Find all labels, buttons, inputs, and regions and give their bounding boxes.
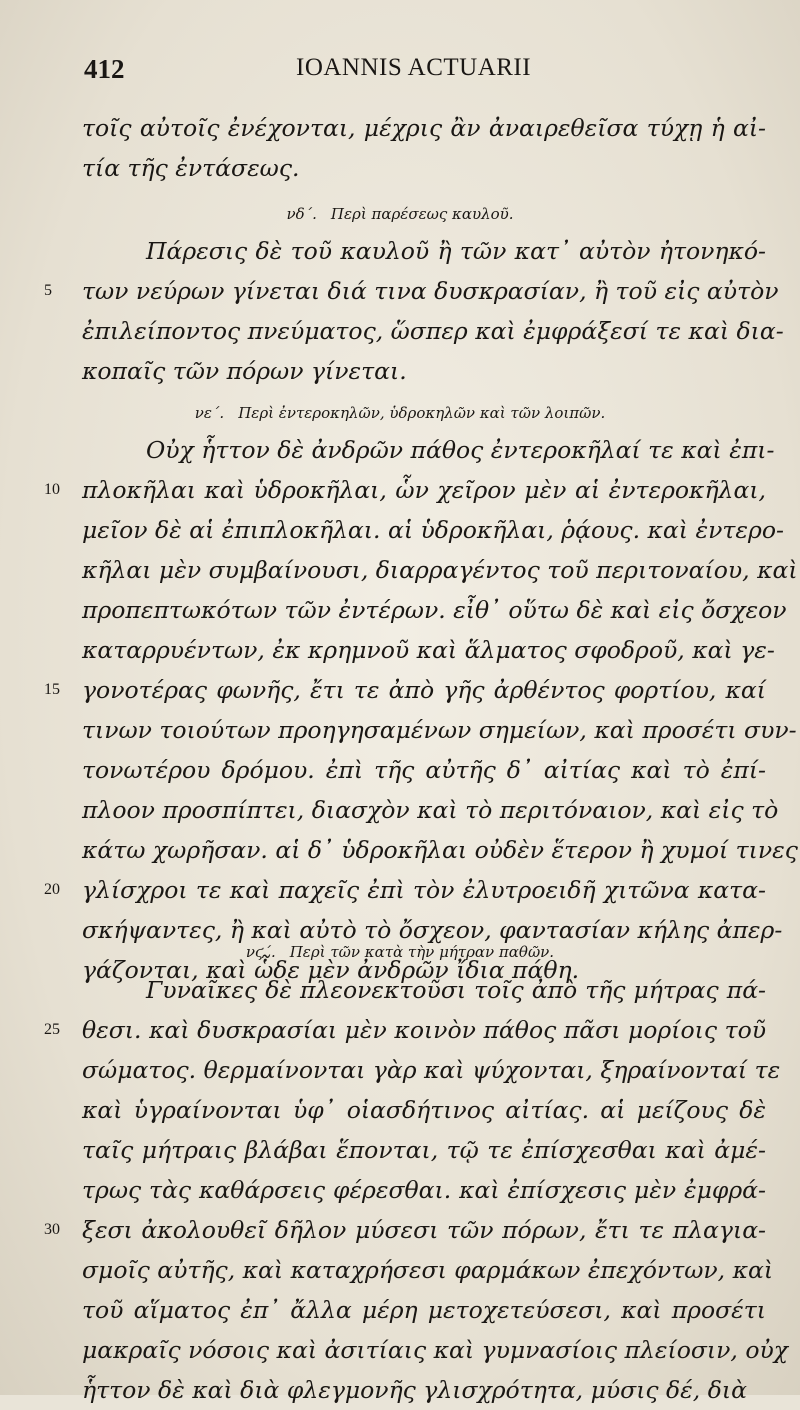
text-line: τία τῆς ἐντάσεως. <box>82 154 300 182</box>
text-line: των νεύρων γίνεται διά τινα δυσκρασίαν, ἢ τοῦ εἰς αὐτὸν <box>82 277 779 305</box>
text-line: πλοκῆλαι καὶ ὑδροκῆλαι, ὧν χεῖρον μὲν αἱ ἐντεροκῆλαι, <box>82 476 766 504</box>
section-text <box>82 108 766 188</box>
section-text <box>82 231 784 391</box>
text-line: ταῖς μήτραις βλάβαι ἕπονται, τῷ τε ἐπίσχεσθαι καὶ ἀμέ- <box>82 1136 766 1164</box>
section-number: νδ΄. <box>286 205 317 223</box>
running-header <box>0 54 800 94</box>
text-line: Οὐχ ἧττον δὲ ἀνδρῶν πάθος ἐντεροκῆλαί τε καὶ ἐπι- <box>146 436 775 464</box>
section-title: Περὶ τῶν κατὰ τὴν μήτραν παθῶν. <box>289 943 555 961</box>
text-line: κῆλαι μὲν συμβαίνουσι, διαρραγέντος τοῦ περιτοναίου, καὶ <box>82 556 798 584</box>
text-line: καταρρυέντων, ἐκ κρημνοῦ καὶ ἅλματος σφοδροῦ, καὶ γε- <box>82 636 775 664</box>
section-title: Περὶ ἐντεροκηλῶν, ὑδροκηλῶν καὶ τῶν λοιπῶν. <box>238 404 606 422</box>
text-line: τονωτέρου δρόμου. ἐπὶ τῆς αὐτῆς δ᾽ αἰτίας καὶ τὸ ἐπί- <box>82 756 766 784</box>
section-heading <box>0 937 800 967</box>
text-line: μακραῖς νόσοις καὶ ἀσιτίαις καὶ γυμνασίοις πλείοσιν, οὐχ <box>82 1336 789 1364</box>
text-line: κοπαῖς τῶν πόρων γίνεται. <box>82 357 407 385</box>
text-line: ἧττον δὲ καὶ διὰ φλεγμονῆς γλισχρότητα, μύσις δέ, διὰ <box>82 1376 747 1404</box>
line-number: 15 <box>44 681 60 698</box>
text-line: τινων τοιούτων προηγησαμένων σημείων, καὶ προσέτι συν- <box>82 716 797 744</box>
text-line: σμοῖς αὐτῆς, καὶ καταχρήσεσι φαρμάκων ἐπεχόντων, καὶ <box>82 1256 774 1284</box>
text-line: πλοον προσπίπτει, διασχὸν καὶ τὸ περιτόναιον, καὶ εἰς τὸ <box>82 796 779 824</box>
page-number: 412 <box>84 54 125 84</box>
text-line: ξεσι ἀκολουθεῖ δῆλον μύσεσι τῶν πόρων, ἔτι τε πλαγια- <box>82 1216 766 1244</box>
text-line: θεσι. καὶ δυσκρασίαι μὲν κοινὸν πάθος πᾶσι μορίοις τοῦ <box>82 1016 766 1044</box>
text-line: τοῦ αἵματος ἐπ᾽ ἄλλα μέρη μετοχετεύσεσι, καὶ προσέτι <box>82 1296 766 1324</box>
text-line: προπεπτωκότων τῶν ἐντέρων. εἶθ᾽ οὕτω δὲ καὶ εἰς ὄσχεον <box>82 596 787 624</box>
line-number: 10 <box>44 481 60 498</box>
text-line: γλίσχροι τε καὶ παχεῖς ἐπὶ τὸν ἐλυτροειδῆ χιτῶνα κατα- <box>82 876 766 904</box>
section-number: νε΄. <box>194 404 225 422</box>
running-title: IOANNIS ACTUARII <box>296 54 532 81</box>
text-line: μεῖον δὲ αἱ ἐπιπλοκῆλαι. αἱ ὑδροκῆλαι, ῥᾴους. καὶ ἐντερο- <box>82 516 784 544</box>
text-line: σκήψαντες, ἢ καὶ αὐτὸ τὸ ὄσχεον, φαντασίαν κήλης ἀπερ- <box>82 916 783 944</box>
line-number: 25 <box>44 1021 60 1038</box>
line-number: 30 <box>44 1221 60 1238</box>
text-line: ἐπιλείποντος πνεύματος, ὥσπερ καὶ ἐμφράξεσί τε καὶ δια- <box>82 317 784 345</box>
line-number: 20 <box>44 881 60 898</box>
text-line: καὶ ὑγραίνονται ὑφ᾽ οἱασδήτινος αἰτίας. αἱ μείζους δὲ <box>82 1096 766 1124</box>
section-text <box>82 430 798 990</box>
section-title: Περὶ παρέσεως καυλοῦ. <box>330 205 514 223</box>
text-line: σώματος. θερμαίνονται γὰρ καὶ ψύχονται, ξηραίνονταί τε <box>82 1056 781 1084</box>
text-line: κάτω χωρῆσαν. αἱ δ᾽ ὑδροκῆλαι οὐδὲν ἕτερον ἢ χυμοί τινες <box>82 836 798 864</box>
section-heading <box>0 199 800 229</box>
text-line: Πάρεσις δὲ τοῦ καυλοῦ ἢ τῶν κατ᾽ αὐτὸν ἠτονηκό- <box>146 237 766 265</box>
section-text <box>82 970 789 1410</box>
section-number: νϛ΄. <box>245 943 276 961</box>
text-line: τρως τὰς καθάρσεις φέρεσθαι. καὶ ἐπίσχεσις μὲν ἐμφρά- <box>82 1176 766 1204</box>
text-line: Γυναῖκες δὲ πλεονεκτοῦσι τοῖς ἀπὸ τῆς μήτρας πά- <box>146 976 766 1004</box>
section-heading <box>0 398 800 428</box>
text-line: γονοτέρας φωνῆς, ἔτι τε ἀπὸ γῆς ἀρθέντος φορτίου, καί <box>82 676 766 704</box>
text-line: γάζονται, καὶ ὧδε μὲν ἀνδρῶν ἴδια πάθη. <box>82 956 580 984</box>
text-line: τοῖς αὐτοῖς ἐνέχονται, μέχρις ἂν ἀναιρεθεῖσα τύχῃ ἡ αἰ- <box>82 114 766 142</box>
line-number: 5 <box>44 282 52 299</box>
